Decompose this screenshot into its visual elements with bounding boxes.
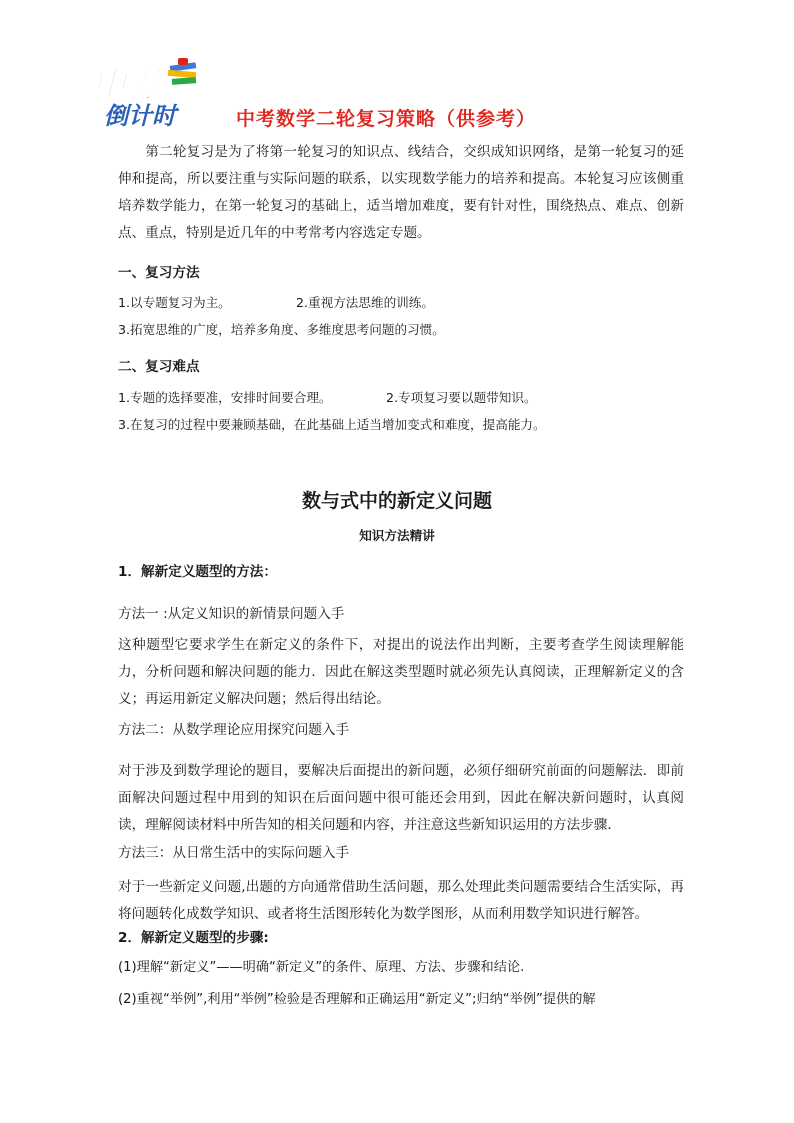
section2-item1: 1.专题的选择要准，安排时间要合理。: [118, 390, 332, 405]
intro-paragraph: 第二轮复习是为了将第一轮复习的知识点、线结合，交织成知识网络，是第一轮复习的延伸和提高，所以要注重与实际问题的联系，以实现数学能力的培养和提高。本轮复习应该侧重培养数学能力，在第一轮复习的基础上，适当增加难度，要有针对性，围绕热点、难点、创新点、重点，特别是近几年的中考常考内容选定专题。: [118, 144, 684, 241]
part1-heading: 1．解新定义题型的方法：: [118, 564, 277, 580]
logo-text-zhongkao: 中考: [92, 65, 160, 105]
section1-heading: 一、复习方法: [118, 265, 200, 281]
section1-item3: 3.拓宽思维的广度，培养多角度、多维度思考问题的习惯。: [118, 322, 445, 337]
method2-title: 方法二：从数学理论应用探究问题入手: [118, 722, 350, 738]
method1-text: 这种题型它要求学生在新定义的条件下，对提出的说法作出判断，主要考查学生阅读理解能力，分析问题和解决问题的能力．因此在解这类型题时就必须先认真阅读，正理解新定义的含义；再运用新定义解决问题；然后得出结论。: [118, 637, 684, 707]
part2-heading: 2．解新定义题型的步骤:: [118, 930, 269, 946]
section2-item2: 2.专项复习要以题带知识。: [386, 390, 537, 405]
section2-item3: 3.在复习的过程中要兼顾基础，在此基础上适当增加变式和难度，提高能力。: [118, 417, 546, 432]
logo-text-daojishi: 倒计时: [104, 102, 176, 130]
method2-text: 对于涉及到数学理论的题目，要解决后面提出的新问题，必须仔细研究前面的问题解法．即前面解决问题过程中用到的知识在后面问题中很可能还会用到，因此在解决新问题时，认真阅读，理解阅读材料中所告知的相关问题和内容，并注意这些新知识运用的方法步骤．: [118, 763, 684, 833]
topic-subtitle: 知识方法精讲: [359, 528, 435, 543]
part2-step2: (2)重视“举例”,利用“举例”检验是否理解和正确运用“新定义”;归纳“举例”提供的解: [118, 992, 596, 1007]
method3-block: [118, 874, 684, 928]
zhongkao-countdown-logo: [88, 58, 210, 130]
method1-title: 方法一 :从定义知识的新情景问题入手: [118, 606, 345, 622]
method1-block: [118, 632, 684, 713]
part2-step1: (1)理解“新定义”——明确“新定义”的条件、原理、方法、步骤和结论.: [118, 960, 525, 975]
section1-item1: 1.以专题复习为主。: [118, 295, 231, 310]
method2-block: [118, 758, 684, 839]
main-title: 中考数学二轮复习策略（供参考）: [236, 108, 537, 130]
intro-paragraph-block: [118, 139, 684, 247]
method3-title: 方法三：从日常生活中的实际问题入手: [118, 845, 350, 861]
method3-text: 对于一些新定义问题,出题的方向通常借助生活问题，那么处理此类问题需要结合生活实际，再将问题转化成数学知识、或者将生活图形转化为数学图形，从而利用数学知识进行解答。: [118, 879, 684, 922]
section1-item2: 2.重视方法思维的训练。: [296, 295, 434, 310]
topic-title: 数与式中的新定义问题: [301, 490, 492, 512]
section2-heading: 二、复习难点: [118, 359, 200, 375]
books-icon: [168, 58, 196, 85]
